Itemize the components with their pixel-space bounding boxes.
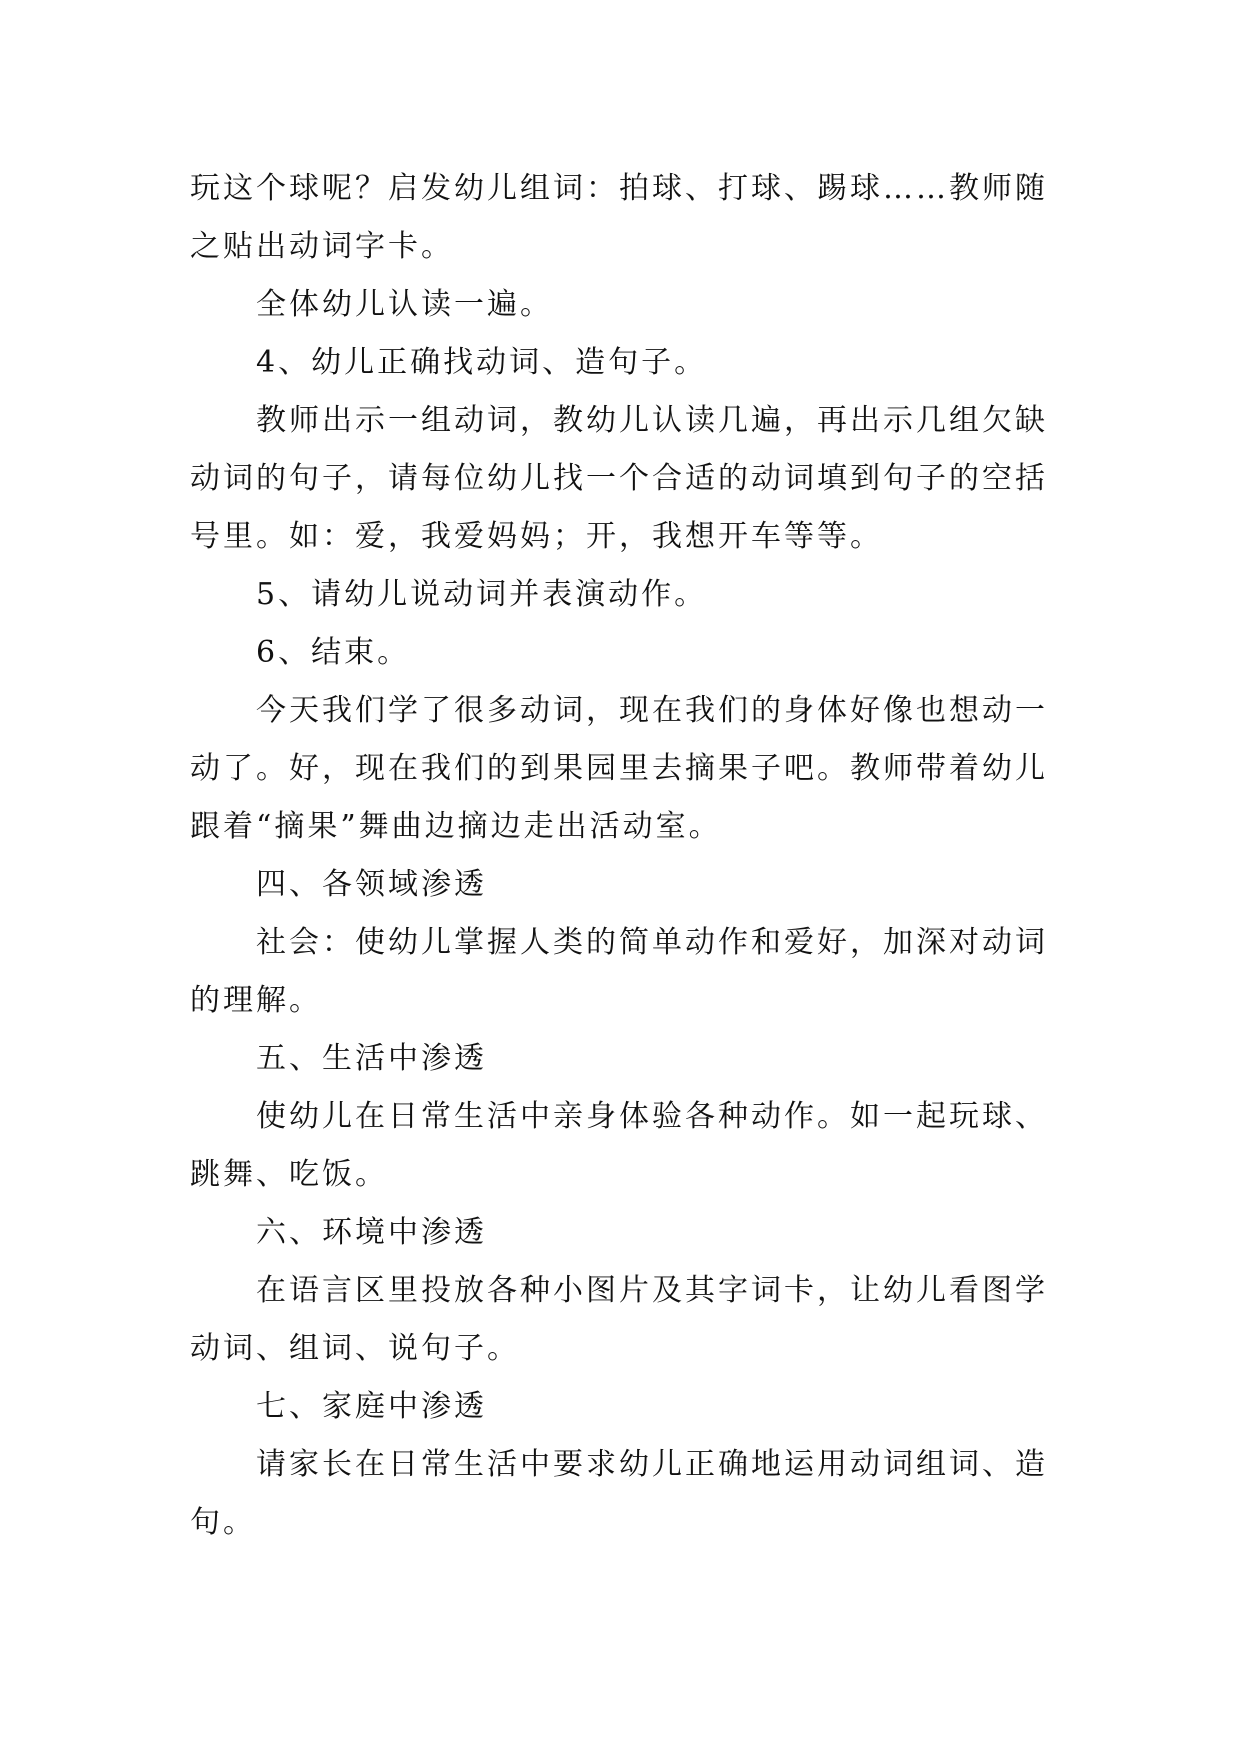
text-line: 跳舞、吃饭。 [190,1157,388,1192]
text-line: 动词、组词、说句子。 [190,1331,520,1366]
text-line: 今天我们学了很多动词，现在我们的身体好像也想动一 [256,693,1048,728]
text-line: 之贴出动词字卡。 [190,229,454,264]
section-step-6: 6、结束。 [256,635,411,670]
text-line: 教师出示一组动词，教幼儿认读几遍，再出示几组欠缺 [256,403,1048,438]
text-line: 社会：使幼儿掌握人类的简单动作和爱好，加深对动词 [256,925,1048,960]
text-line: 号里。如：爱，我爱妈妈；开，我想开车等等。 [190,519,883,554]
text-line: 全体幼儿认读一遍。 [256,287,553,322]
text-line: 动了。好，现在我们的到果园里去摘果子吧。教师带着幼儿 [190,751,1048,786]
text-line: 在语言区里投放各种小图片及其字词卡，让幼儿看图学 [256,1273,1048,1308]
text-line: 使幼儿在日常生活中亲身体验各种动作。如一起玩球、 [256,1099,1048,1134]
document-body [190,160,1070,1552]
section-step-4: 4、幼儿正确找动词、造句子。 [256,345,708,380]
section-heading-7: 七、家庭中渗透 [256,1389,487,1424]
text-line: 请家长在日常生活中要求幼儿正确地运用动词组词、造 [256,1447,1048,1482]
section-step-5: 5、请幼儿说动词并表演动作。 [256,577,708,612]
text-line: 的理解。 [190,983,322,1018]
text-line: 跟着“摘果”舞曲边摘边走出活动室。 [190,809,722,844]
section-heading-6: 六、环境中渗透 [256,1215,487,1250]
text-line: 玩这个球呢？启发幼儿组词：拍球、打球、踢球……教师随 [190,171,1048,206]
section-heading-4: 四、各领域渗透 [256,867,487,902]
section-heading-5: 五、生活中渗透 [256,1041,487,1076]
text-line: 动词的句子，请每位幼儿找一个合适的动词填到句子的空括 [190,461,1048,496]
text-line: 句。 [190,1505,256,1540]
